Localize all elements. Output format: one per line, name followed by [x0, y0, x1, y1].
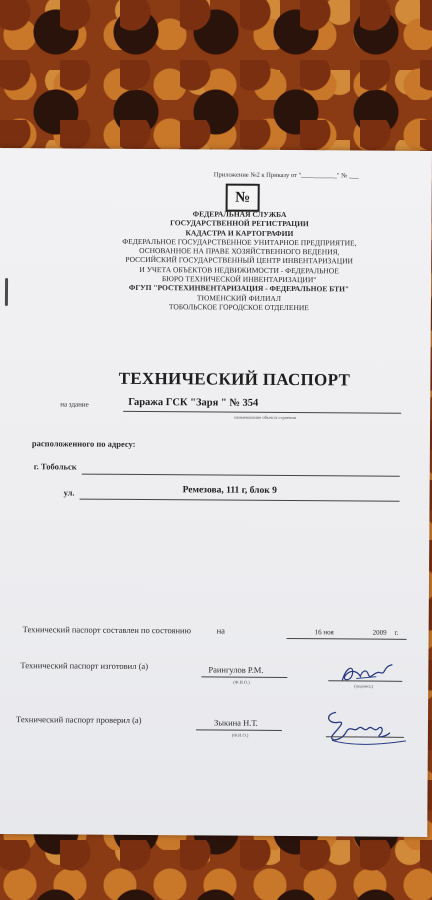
- made-label: Технический паспорт изготовил (а): [20, 660, 149, 672]
- header-line: БЮРО ТЕХНИЧЕСКОЙ ИНВЕНТАРИЗАЦИИ": [161, 274, 317, 285]
- checked-label: Технический паспорт проверил (а): [15, 714, 142, 726]
- state-label: Технический паспорт составлен по состоянию: [22, 624, 191, 636]
- street-underline: [80, 499, 400, 502]
- document-page: [0, 148, 432, 837]
- checked-fio-caption: (Ф.И.О.): [231, 732, 249, 738]
- checked-name-underline: [196, 729, 282, 731]
- header-office: ТОБОЛЬСКОЕ ГОРОДСКОЕ ОТДЕЛЕНИЕ: [168, 302, 309, 313]
- checked-signature-icon: [322, 706, 408, 751]
- number-emblem-icon: №: [226, 184, 260, 212]
- document-title: ТЕХНИЧЕСКИЙ ПАСПОРТ: [118, 368, 351, 390]
- header-line: КАДАСТРА И КАРТОГРАФИИ: [185, 227, 294, 238]
- header-fgup: ФГУП "РОСТЕХИНВЕНТАРИЗАЦИЯ - ФЕДЕРАЛЬНОЕ БТИ": [128, 283, 350, 294]
- carpet-background-bottom: [0, 830, 432, 900]
- made-fio-caption: (Ф.И.О.): [233, 679, 250, 685]
- street-label: ул.: [63, 487, 75, 498]
- header-line: ГОСУДАРСТВЕННОЙ РЕГИСТРАЦИИ: [170, 218, 309, 229]
- building-value: Гаража ГСК "Заря " № 354: [128, 396, 259, 409]
- header-line: РОССИЙСКИЙ ГОСУДАРСТВЕННЫЙ ЦЕНТР ИНВЕНТАРИЗАЦИИ: [125, 255, 354, 266]
- state-on: на: [216, 625, 225, 636]
- organization-header: [99, 209, 380, 313]
- state-date-underline: [287, 638, 407, 640]
- city-label: г. Тобольск: [33, 461, 77, 472]
- punch-hole-mark: [5, 278, 8, 306]
- header-branch: ТЮМЕНСКИЙ ФИЛИАЛ: [196, 293, 282, 303]
- carpet-background-top: [0, 0, 432, 155]
- state-date: 16 ноя: [314, 628, 334, 637]
- building-caption: наименование объекта строения: [234, 414, 296, 421]
- made-signature-icon: [336, 660, 398, 689]
- state-year: 2009: [372, 628, 387, 637]
- checked-name: Зыкина Н.Т.: [213, 717, 258, 728]
- header-line: И УЧЕТА ОБЪЕКТОВ НЕДВИЖИМОСТИ - ФЕДЕРАЛЬНОЕ: [139, 264, 339, 276]
- building-label: на здание: [60, 400, 89, 409]
- header-line: ОСНОВАННОЕ НА ПРАВЕ ХОЗЯЙСТВЕННОГО ВЕДЕНИЯ,: [139, 246, 340, 257]
- city-underline: [82, 474, 400, 477]
- header-line: ФЕДЕРАЛЬНАЯ СЛУЖБА: [192, 209, 287, 220]
- made-sign-caption: (подпись): [354, 683, 373, 689]
- made-name: Раингулов Р.М.: [208, 664, 264, 675]
- state-year-suffix: г.: [394, 628, 399, 637]
- header-line: ФЕДЕРАЛЬНОЕ ГОСУДАРСТВЕННОЕ УНИТАРНОЕ ПРЕДПРИЯТИЕ,: [122, 236, 357, 248]
- address-label: расположенного по адресу:: [31, 438, 136, 449]
- appendix-note: Приложение №2 к Приказу от "___________" № ___: [213, 171, 359, 180]
- street-value: Ремезова, 111 г, блок 9: [182, 485, 277, 496]
- made-name-underline: [201, 676, 287, 678]
- building-underline: [123, 411, 401, 414]
